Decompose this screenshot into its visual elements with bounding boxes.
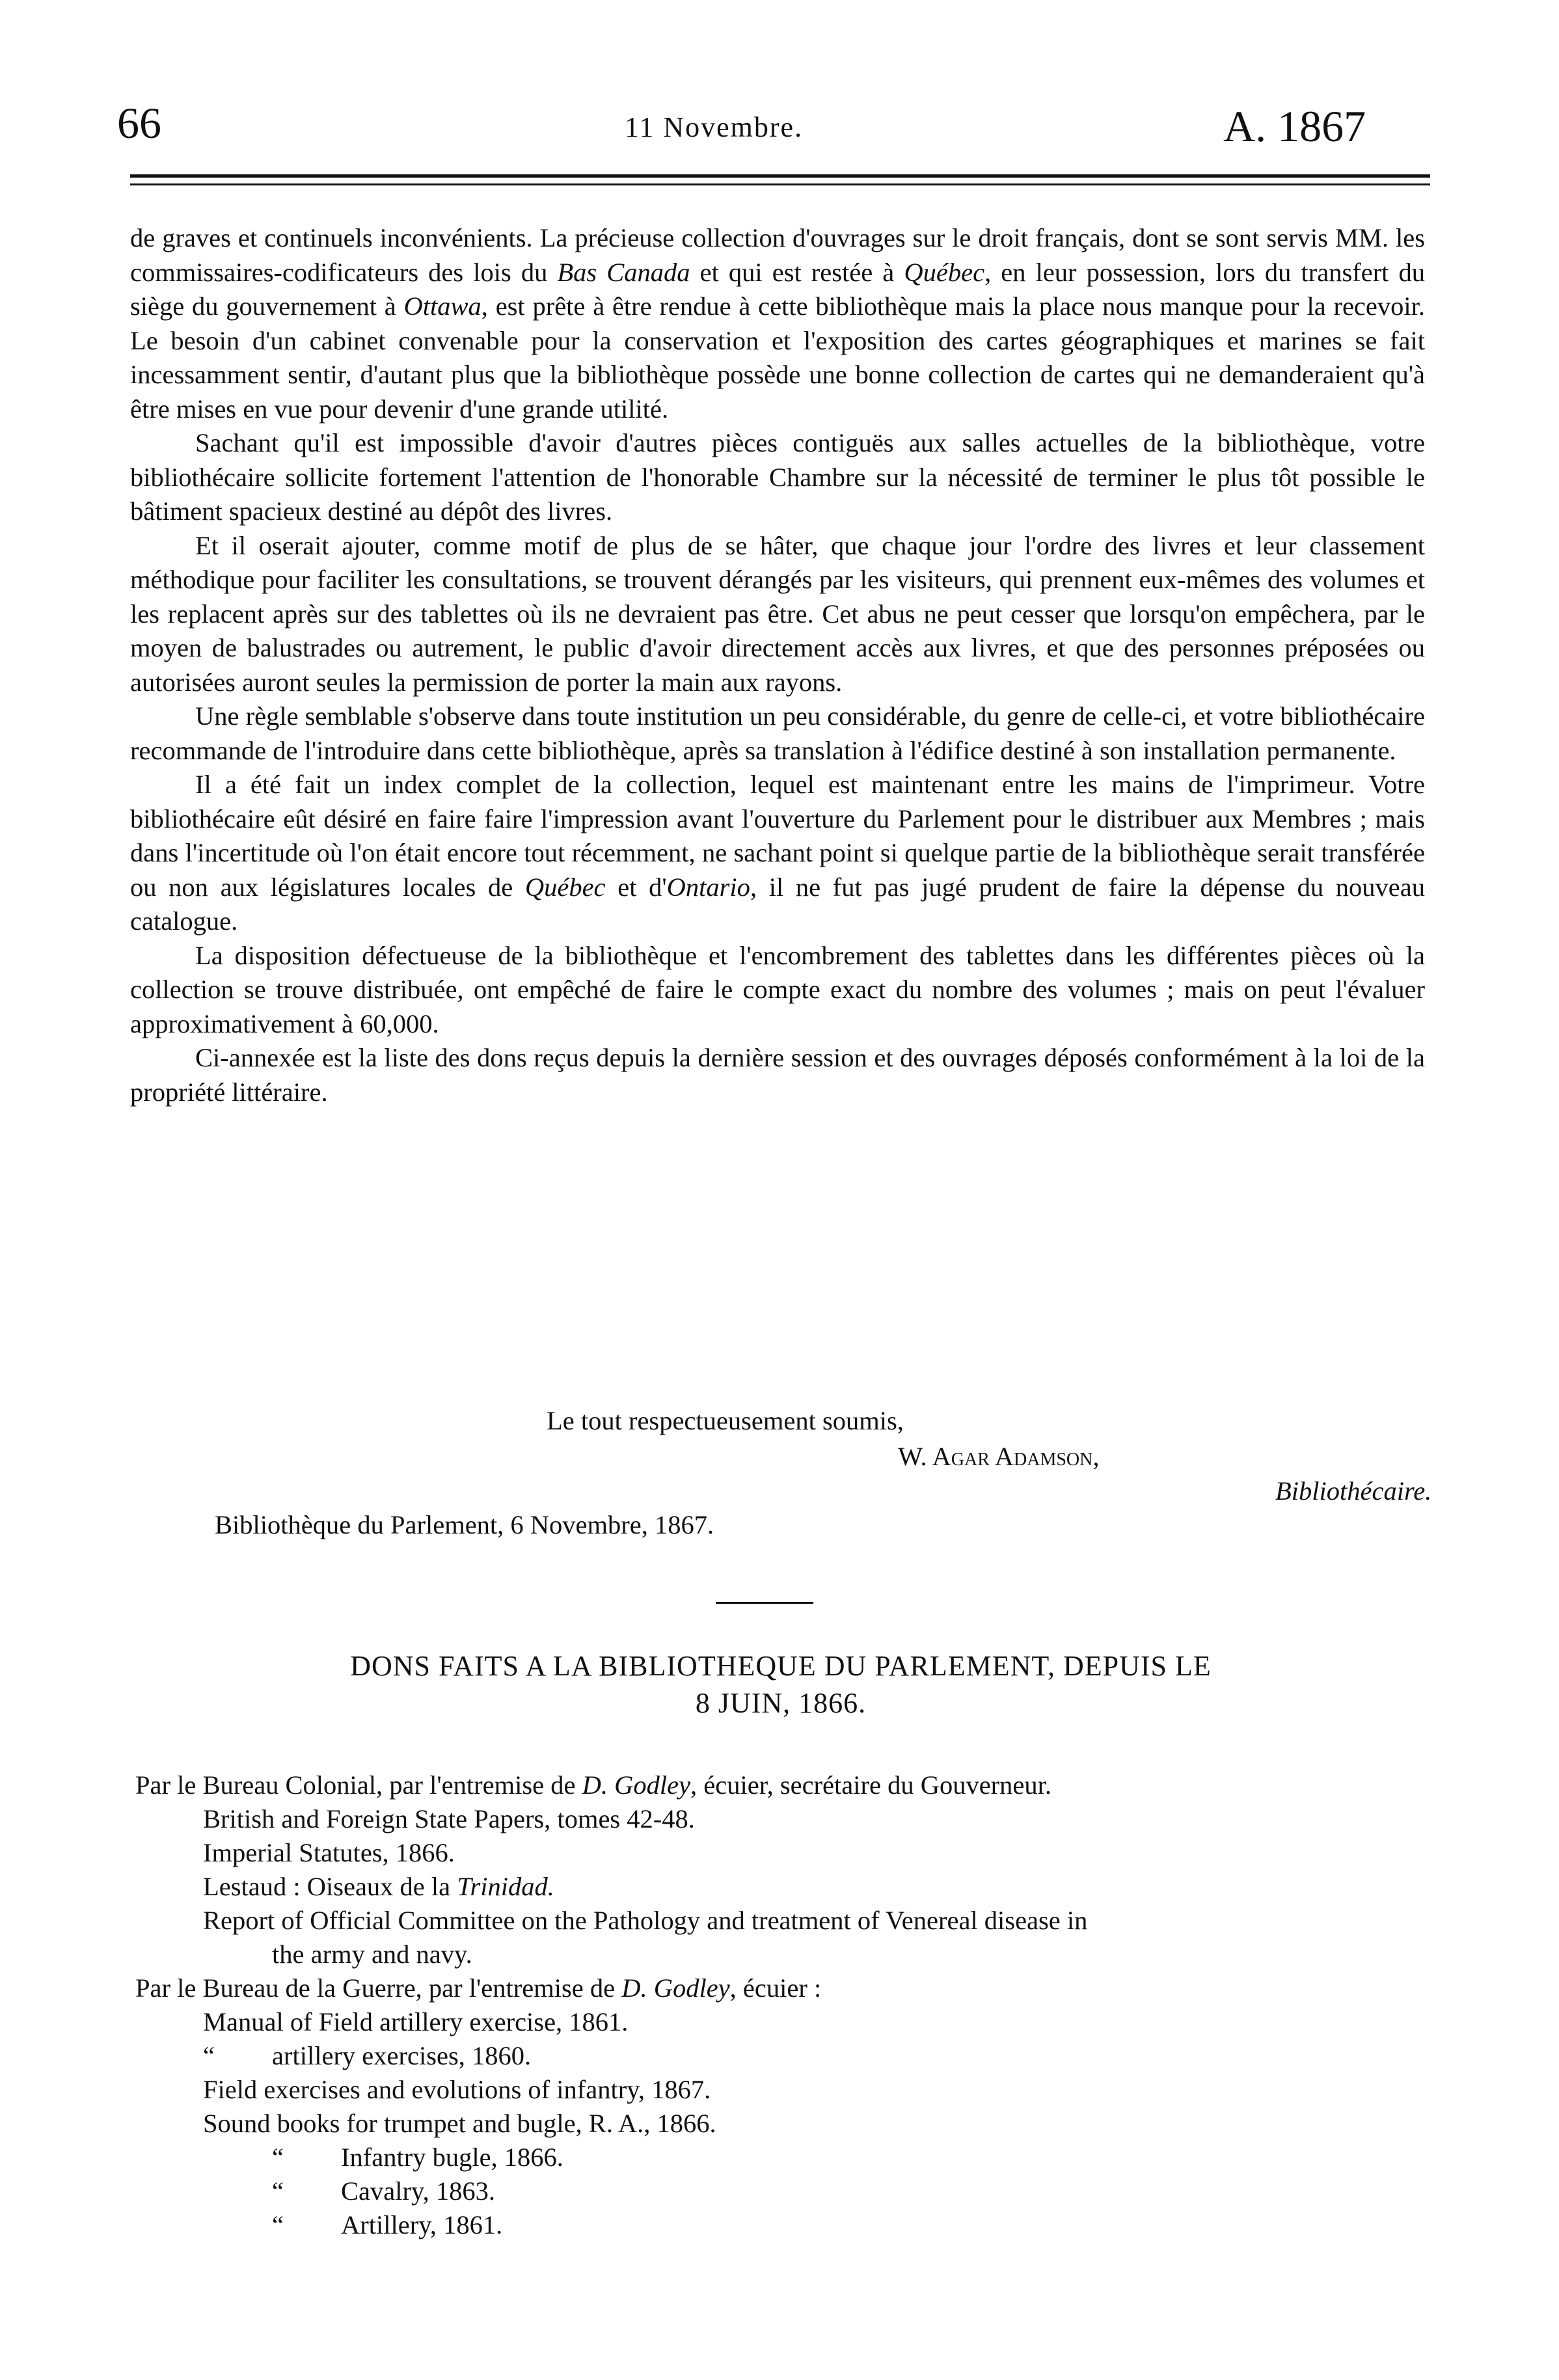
paragraph (130, 699, 1425, 768)
paragraph (130, 529, 1425, 700)
text-run: Sound books for trumpet and bugle, R. A., 1866. (203, 2109, 716, 2138)
donation-item (130, 1802, 1431, 1836)
text-run: Par le Bureau Colonial, par l'entremise de (135, 1770, 582, 1800)
italic-text: Trinidad. (457, 1872, 554, 1901)
donation-item (130, 2174, 1431, 2208)
report-body (130, 221, 1425, 1109)
paragraph (130, 939, 1425, 1042)
donation-item (130, 1870, 1431, 1904)
italic-text: Bas Canada (557, 257, 690, 287)
italic-text: Ottawa (403, 291, 481, 321)
donations-list (130, 1768, 1431, 2242)
italic-text: Ontario (666, 872, 750, 902)
donation-item (130, 2005, 1431, 2039)
text-run: artillery exercises, 1860. (272, 2041, 532, 2070)
text-run: et d' (605, 872, 667, 902)
text-run: Infantry bugle, 1866. (341, 2143, 563, 2172)
donation-item (130, 1938, 1431, 1971)
signoff-place-date: Bibliothèque du Parlement, 6 Novembre, 1867. (215, 1510, 714, 1539)
text-run: British and Foreign State Papers, tomes 42-48. (203, 1804, 695, 1833)
text-run: Manual of Field artillery exercise, 1861. (203, 2007, 629, 2036)
text-run: Cavalry, 1863. (341, 2176, 495, 2206)
section-title-line2: 8 JUIN, 1866. (695, 1687, 867, 1719)
ditto-mark: “ (272, 2143, 284, 2172)
text-run: , est prête à être rendue à cette bibliothèque mais la place nous manque pour la recevoir. Le besoin d'un cabinet convenable pour la conservation et l'exposition des cartes géographiques et marines se fait incessamment sentir, d'autant plus que la bibliothèque possède une bonne collection de cartes qui ne demanderaient qu'à être mises en vue pour devenir d'une grande utilité. (130, 291, 1426, 424)
text-run: Il a été fait un index complet de la collection, lequel est maintenant entre les mains de l'imprimeur. Votre bibliothécaire eût désiré en faire faire l'impression avant l'ouverture du Parlement pour le distribuer aux Membres ; mais dans l'incertitude où l'on était encore tout récemment, ne sachant point si quelque partie de la bibliothèque serait transférée ou non aux législatures locales de (130, 770, 1425, 902)
donation-item (130, 2141, 1431, 2174)
paragraph (130, 221, 1425, 426)
section-divider (716, 1602, 813, 1604)
header-rule-thick (130, 174, 1430, 178)
italic-text: Québec (904, 257, 985, 287)
text-run: Par le Bureau de la Guerre, par l'entremise de (135, 1973, 622, 2003)
donation-item (130, 1904, 1431, 1938)
text-run: Une règle semblable s'observe dans toute institution un peu considérable, du genre de celle-ci, et votre bibliothécaire recommande de l'introduire dans cette bibliothèque, après sa translation à l'édifice destiné à son installation permanente. (130, 701, 1425, 765)
text-run: the army and navy. (272, 1940, 472, 1969)
text-run: Ci-annexée est la liste des dons reçus depuis la dernière session et des ouvrages déposés conformément à la loi de la propriété littéraire. (130, 1043, 1425, 1107)
text-run: de graves et continuels inconvénients. La précieuse collection d'ouvrages sur le droit français, dont se sont servis MM. les commissaires-codificateurs des lois du (130, 223, 1425, 287)
text-run: Report of Official Committee on the Pathology and treatment of Venereal disease in (203, 1906, 1088, 1935)
signoff-signer: W. Agar Adamson, (898, 1442, 1100, 1471)
section-title-line1: DONS FAITS A LA BIBLIOTHEQUE DU PARLEMENT, DEPUIS LE (350, 1650, 1212, 1682)
text-run: et qui est restée à (690, 257, 904, 287)
donation-item (130, 2039, 1431, 2073)
donation-item (130, 2107, 1431, 2141)
running-head-date: 11 Novembre. (625, 111, 804, 143)
donor-entry (130, 1971, 1431, 2005)
italic-text: D. Godley (582, 1770, 691, 1800)
paragraph (130, 1041, 1425, 1109)
italic-text: D. Godley (621, 1973, 730, 2003)
text-run: Et il oserait ajouter, comme motif de plus de se hâter, que chaque jour l'ordre des livres et leur classement méthodique pour faciliter les consultations, se trouvent dérangés par les visiteurs, qui prennent eux-mêmes des volumes et les replacent après sur des tablettes où ils ne devraient pas être. Cet abus ne peut cesser que lorsqu'on empêchera, par le moyen de balustrades ou autrement, le public d'avoir directement accès aux livres, et que des personnes préposées ou autorisées auront seules la permission de porter la main aux rayons. (130, 530, 1425, 697)
text-run: , en leur possession, lors du transfert du siège du gouvernement à (130, 257, 1426, 321)
page-header (0, 0, 1559, 182)
donation-item (130, 2073, 1431, 2107)
text-run: Imperial Statutes, 1866. (203, 1838, 455, 1867)
running-head-year: A. 1867 (1223, 101, 1366, 151)
ditto-mark: “ (203, 2041, 215, 2070)
text-run: Artillery, 1861. (341, 2210, 503, 2239)
ditto-mark: “ (272, 2176, 284, 2206)
text-run: , écuier : (729, 1973, 822, 2003)
donor-entry (130, 1768, 1431, 1802)
text-run: La disposition défectueuse de la bibliothèque et l'encombrement des tablettes dans les différentes pièces où la collection se trouve distribuée, ont empêché de faire le compte exact du nombre des volumes ; mais on peut l'évaluer approximativement à 60,000. (130, 940, 1425, 1038)
donation-item (130, 2208, 1431, 2242)
text-run: , il ne fut pas jugé prudent de faire la dépense du nouveau catalogue. (130, 872, 1426, 936)
italic-text: Québec (524, 872, 606, 902)
text-run: Lestaud : Oiseaux de la (203, 1872, 457, 1901)
page-number: 66 (117, 98, 161, 148)
header-rule-thin (130, 183, 1430, 185)
donation-item (130, 1836, 1431, 1870)
text-run: Sachant qu'il est impossible d'avoir d'autres pièces contiguës aux salles actuelles de la bibliothèque, votre bibliothécaire sollicite fortement l'attention de l'honorable Chambre sur la nécessité de terminer le plus tôt possible le bâtiment spacieux destiné au dépôt des livres. (130, 428, 1425, 526)
paragraph (130, 426, 1425, 529)
signoff-signer-title: Bibliothécaire. (1275, 1476, 1432, 1506)
ditto-mark: “ (272, 2210, 284, 2239)
signoff-closing: Le tout respectueusement soumis, (547, 1406, 904, 1435)
text-run: , écuier, secrétaire du Gouverneur. (690, 1770, 1052, 1800)
paragraph (130, 768, 1425, 939)
text-run: Field exercises and evolutions of infantry, 1867. (203, 2075, 711, 2104)
